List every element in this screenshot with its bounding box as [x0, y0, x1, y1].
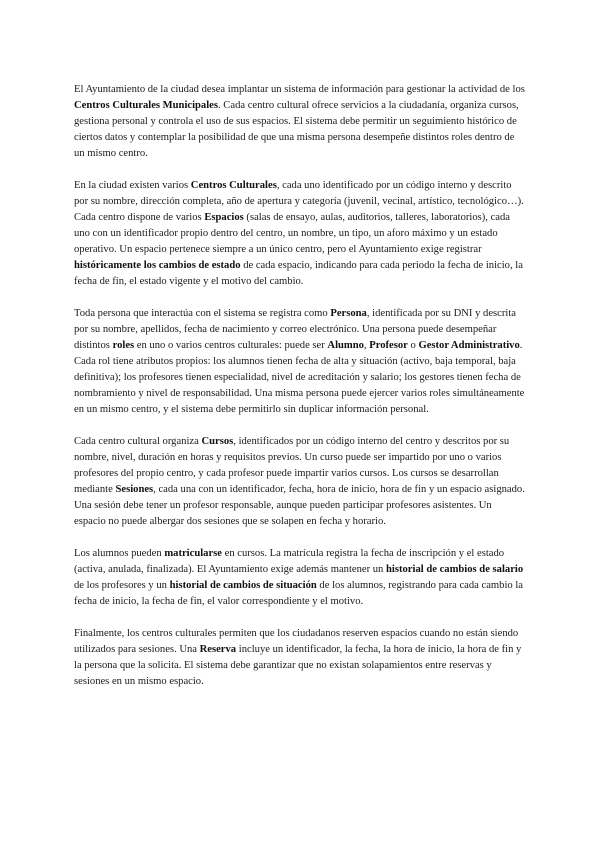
text-run: de los alumnos, registrando para cada cambio la fecha de inicio, la fecha de fin, el valor correspondiente y el motivo. [74, 580, 523, 607]
paragraph-personas-roles [74, 306, 526, 418]
text-run: en uno o varios centros culturales: puede ser [134, 340, 328, 351]
bold-term: Espacios [204, 212, 244, 223]
bold-term: historial de cambios de situación [169, 580, 317, 591]
text-run: o [407, 340, 419, 351]
bold-term: Cursos [201, 436, 234, 447]
text-run: en cursos. La matrícula registra la fecha de inscripción y el estado (activa, anulada, finalizada). El Ayuntamiento exige además mantener un [74, 548, 505, 575]
text-run: (salas de ensayo, aulas, auditorios, talleres, laboratorios), cada uno con un identificador propio dentro del centro, un nombre, un tipo, un aforo máximo y un estado operativo. Un espacio pertenece siempre a un único centro, pero el Ayuntamiento exige registrar [74, 212, 511, 255]
text-run: Toda persona que interactúa con el sistema se registra como [74, 308, 331, 319]
text-run: El Ayuntamiento de la ciudad desea implantar un sistema de información para gestionar la actividad de los [74, 84, 525, 95]
paragraph-reservas [74, 626, 526, 690]
text-run: , [363, 340, 370, 351]
text-run: . Cada rol tiene atributos propios: los alumnos tienen fecha de alta y situación (activo, baja temporal, baja definitiva); los profesores tienen especialidad, nivel de acreditación y salario; los gestores tienen fecha de nombramiento y nivel de responsabilidad. Una misma persona puede ejercer varios roles simultáneamente en un mismo centro, y el sistema debe permitirlo sin duplicar información personal. [74, 340, 525, 415]
text-run: , cada una con un identificador, fecha, hora de inicio, hora de fin y un espacio asignado. Una sesión debe tener un profesor responsable, aunque pueden participar profesores asistentes. Un espacio no puede albergar dos sesiones que se solapen en fecha y horario. [74, 484, 525, 527]
text-run: . Cada centro cultural ofrece servicios a la ciudadanía, organiza cursos, gestiona personal y controla el uso de sus espacios. El sistema debe permitir un seguimiento histórico de ciertos datos y contemplar la posibilidad de que una misma persona desempeñe distintos roles dentro de un mismo centro. [74, 100, 519, 159]
document-body [74, 82, 526, 706]
text-run: de los profesores y un [74, 580, 170, 591]
paragraph-centros-espacios [74, 178, 526, 290]
bold-term: historial de cambios de salario [386, 564, 524, 575]
bold-term: Centros Culturales [190, 180, 277, 191]
text-run: Cada centro cultural organiza [74, 436, 202, 447]
text-run: , identificados por un código interno del centro y descritos por su nombre, nivel, duración en horas y requisitos previos. Un curso puede ser impartido por uno o varios profesores del propio centro, y cada profesor puede impartir varios cursos. Los cursos se desarrollan mediante [74, 436, 510, 495]
bold-term: Persona [330, 308, 367, 319]
bold-term: Centros Culturales Municipales [74, 100, 218, 111]
text-run: de cada espacio, indicando para cada periodo la fecha de inicio, la fecha de fin, el estado vigente y el motivo del cambio. [74, 260, 523, 287]
text-run: Finalmente, los centros culturales permiten que los ciudadanos reserven espacios cuando no están siendo utilizados para sesiones. Una [74, 628, 519, 655]
bold-term: Alumno [327, 340, 364, 351]
bold-term: históricamente los cambios de estado [74, 260, 241, 271]
bold-term: matricularse [164, 548, 222, 559]
text-run: , cada uno identificado por un código interno y descrito por su nombre, dirección completa, año de apertura y categoría (juvenil, vecinal, artístico, tecnológico…). Cada centro dispone de varios [74, 180, 524, 223]
paragraph-matriculas-historiales [74, 546, 526, 610]
text-run: En la ciudad existen varios [74, 180, 191, 191]
bold-term: Reserva [199, 644, 237, 655]
paragraph-intro [74, 82, 526, 162]
bold-term: Gestor Administrativo [418, 340, 520, 351]
text-run: Los alumnos pueden [74, 548, 165, 559]
bold-term: Sesiones [115, 484, 154, 495]
text-run: incluye un identificador, la fecha, la hora de inicio, la hora de fin y la persona que la solicita. El sistema debe garantizar que no existan solapamientos entre reservas y sesiones en un mismo espacio. [74, 644, 522, 687]
paragraph-cursos-sesiones [74, 434, 526, 530]
text-run: , identificada por su DNI y descrita por su nombre, apellidos, fecha de nacimiento y correo electrónico. Una persona puede desempeñar distintos [74, 308, 516, 351]
bold-term: Profesor [369, 340, 408, 351]
bold-term: roles [112, 340, 135, 351]
